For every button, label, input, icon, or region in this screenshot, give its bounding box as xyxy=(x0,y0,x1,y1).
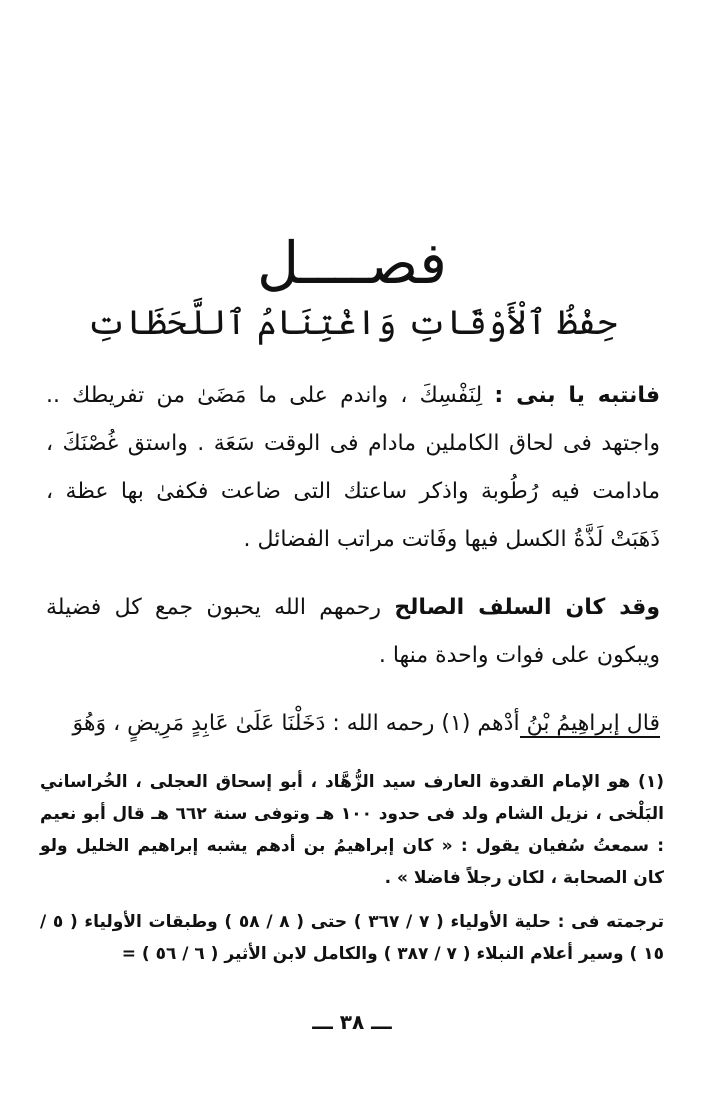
paragraph-1 xyxy=(46,372,660,564)
paragraph-3-text: قال إبراهِيمُ بْنُ أدْهم (١) رحمه الله : دَخَلْنَا عَلَىٰ عَابِدٍ مَرِيضٍ ، وَهُوَ xyxy=(72,711,660,736)
paragraph-2-text: رحمهم الله يحبون جمع كل فضيلة ويبكون على فوات واحدة منها . xyxy=(46,595,660,668)
footnote-1: (١) هو الإمام القدوة العارف سيد الزُّهَّاد ، أبو إسحاق العجلى ، الخُراساني البَلْخى ، نزيل الشام ولد فى حدود ١٠٠ هـ وتوفى سنة ٦٦٢ هـ قال أبو نعيم : سمعتُ سُفيان يقول : « كان إبراهيمُ بن أدهم يشبه إبراهيم الخليل ولو كان الصحابة ، لكان رجلاً فاضلا » . xyxy=(40,772,664,888)
footnotes xyxy=(40,766,664,982)
chapter-subtitle: حِفْظُ ٱلْأَوْقَاتِ وَاغْتِنَامُ ٱللَّحَظَاتِ xyxy=(86,303,618,343)
body-text xyxy=(46,372,660,768)
paragraph-3 xyxy=(46,700,660,748)
chapter-title: فصــــل xyxy=(257,229,447,297)
paragraph-1-lead: فانتبه يا بنى : xyxy=(494,383,660,408)
footnote-divider xyxy=(520,736,660,738)
page-number: ـــ ٣٨ ـــ xyxy=(312,1010,392,1034)
paragraph-2-lead: وقد كان السلف الصالح xyxy=(394,595,661,620)
footnote-2: ترجمته فى : حلية الأولياء ( ٧ / ٣٦٧ ) حتى ( ٨ / ٥٨ ) وطبقات الأولياء ( ٥ / ١٥ ) وسير أعلام النبلاء ( ٧ / ٣٨٧ ) والكامل لابن الأثير ( ٦ / ٥٦ ) = xyxy=(40,912,665,964)
chapter-heading xyxy=(60,228,644,346)
paragraph-1-text: لِنَفْسِكَ ، واندم على ما مَضَىٰ من تفريطك .. واجتهد فى لحاق الكاملين مادام فى الوقت سَعَة . واستق غُصْنَكَ ، مادامت فيه رُطُوبة واذكر ساعتك التى ضاعت فكفىٰ بها عظة ، ذَهَبَتْ لَذَّةُ الكسل فيها وفَاتت مراتب الفضائل . xyxy=(46,383,660,552)
paragraph-2 xyxy=(46,584,660,680)
